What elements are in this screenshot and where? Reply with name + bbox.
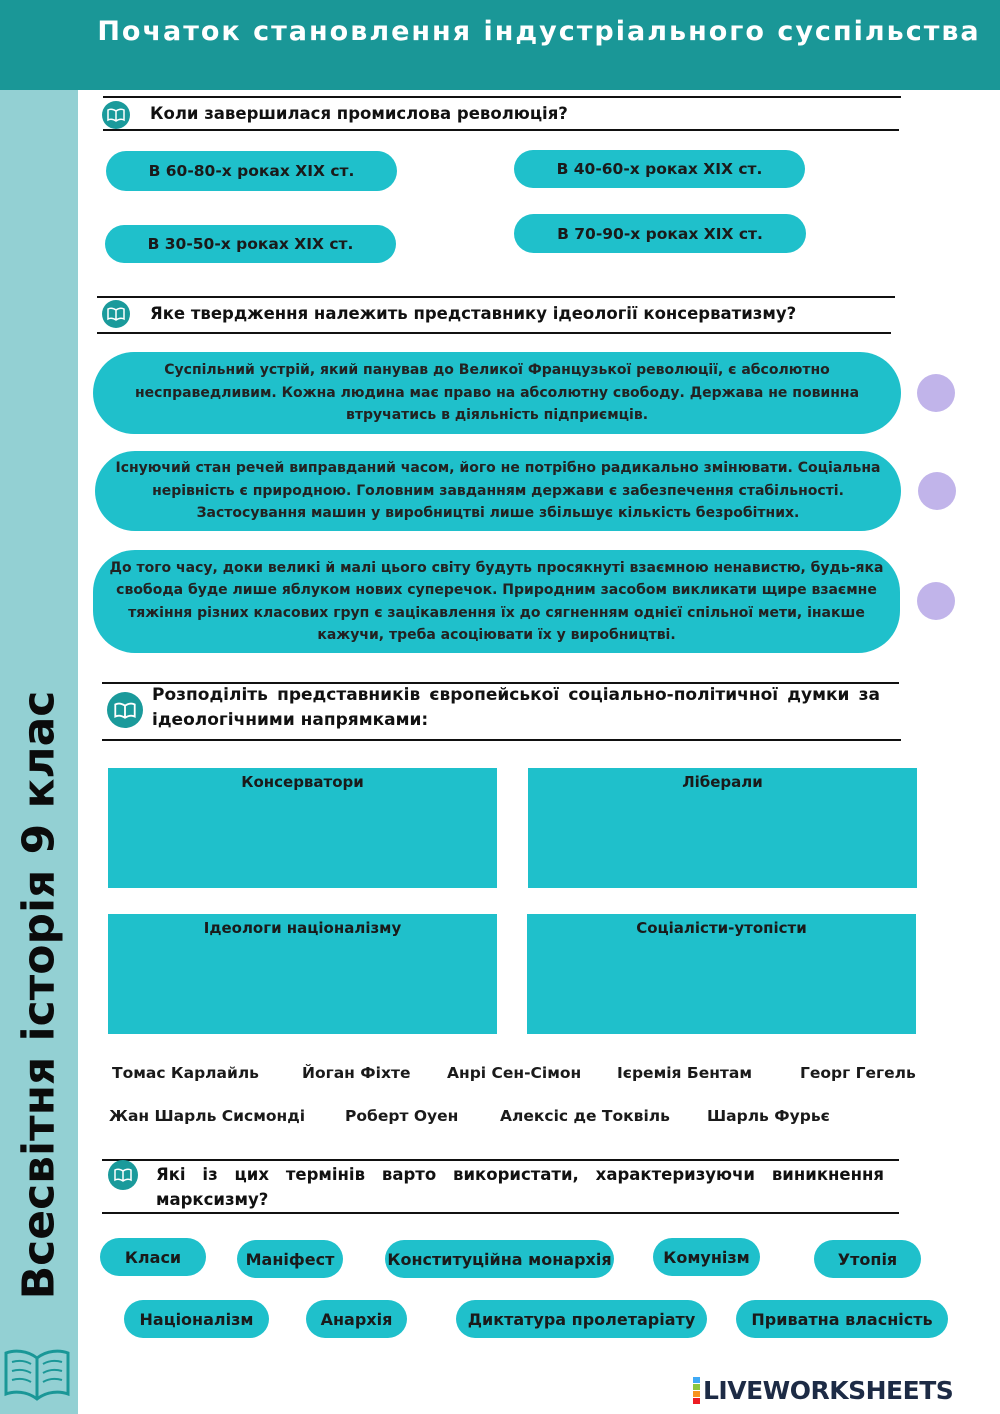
term-chip[interactable]: Анархія bbox=[306, 1300, 407, 1338]
draggable-name[interactable]: Жан Шарль Сисмонді bbox=[109, 1107, 306, 1125]
q2-answer-3-radio[interactable] bbox=[917, 582, 955, 620]
q2-answer-1: Суспільний устрій, який панував до Великої Французької революції, є абсолютно несправедливим. Кожна людина має право на абсолютну свободу. Держава не повинна втручатись в діяльність підприємців. bbox=[93, 352, 901, 434]
liveworksheets-logo bbox=[693, 1376, 953, 1405]
divider bbox=[97, 296, 895, 298]
term-chip[interactable]: Націоналізм bbox=[124, 1300, 269, 1338]
question-3-text: Розподіліть представників європейської соціально-політичної думки за ідеологічними напрямками: bbox=[152, 685, 880, 730]
sidebar-title: Всесвітня історія 9 клас bbox=[13, 690, 65, 1300]
question-1-text: Коли завершилася промислова революція? bbox=[150, 104, 568, 123]
drop-zone-nationalists[interactable] bbox=[108, 914, 497, 1034]
q2-answer-2: Існуючий стан речей виправданий часом, його не потрібно радикально змінювати. Соціальна нерівність є природною. Головним завданням держави є забезпечення стабільності. Застосування машин у виробництві лише збільшує кількість безробітних. bbox=[95, 451, 901, 531]
draggable-name[interactable]: Шарль Фурьє bbox=[707, 1107, 830, 1125]
open-book-icon bbox=[102, 300, 130, 328]
category-label: Ліберали bbox=[682, 773, 763, 791]
term-chip[interactable]: Диктатура пролетаріату bbox=[456, 1300, 707, 1338]
divider bbox=[102, 739, 901, 741]
open-book-icon bbox=[107, 692, 143, 728]
divider bbox=[103, 96, 901, 98]
page-title: Початок становлення індустріального суспільства bbox=[97, 16, 981, 47]
open-book-icon bbox=[102, 101, 130, 129]
q2-answer-1-radio[interactable] bbox=[917, 374, 955, 412]
open-book-icon bbox=[108, 1160, 138, 1190]
term-chip[interactable]: Приватна власність bbox=[736, 1300, 948, 1338]
drop-zone-utopian-socialists[interactable] bbox=[527, 914, 916, 1034]
q2-answer-2-radio[interactable] bbox=[918, 472, 956, 510]
category-label: Соціалісти-утопісти bbox=[636, 919, 807, 937]
divider bbox=[97, 332, 891, 334]
drop-zone-liberals[interactable] bbox=[528, 768, 917, 888]
header-banner bbox=[0, 0, 1000, 90]
term-chip[interactable]: Конституційна монархія bbox=[385, 1240, 614, 1278]
q1-option-1[interactable]: В 60-80-х роках ХІХ ст. bbox=[106, 151, 397, 191]
draggable-name[interactable]: Йоган Фіхте bbox=[302, 1064, 411, 1082]
divider bbox=[102, 1212, 899, 1214]
logo-mark-graphic bbox=[693, 1377, 700, 1404]
category-label: Ідеологи націоналізму bbox=[203, 919, 402, 937]
logo-text: LIVEWORKSHEETS bbox=[703, 1376, 954, 1405]
q1-option-2[interactable]: В 40-60-х роках ХІХ ст. bbox=[514, 150, 805, 188]
open-book-icon bbox=[2, 1344, 72, 1404]
term-chip[interactable]: Маніфест bbox=[237, 1240, 343, 1278]
q2-answer-3: До того часу, доки великі й малі цього світу будуть просякнуті взаємною ненавистю, будь-яка свобода буде лише яблуком нових суперечок. Природним засобом викликати щире взаємне тяжіння різних класових груп є зацікавлення їх до сягненням однієї спільної мети, інакше кажучи, треба асоціювати їх у виробництві. bbox=[93, 550, 900, 653]
draggable-name[interactable]: Роберт Оуен bbox=[345, 1107, 459, 1125]
term-chip[interactable]: Утопія bbox=[814, 1240, 921, 1278]
q1-option-4[interactable]: В 70-90-х роках ХІХ ст. bbox=[514, 214, 806, 253]
draggable-name[interactable]: Ієремія Бентам bbox=[617, 1064, 753, 1082]
draggable-name[interactable]: Томас Карлайль bbox=[112, 1064, 259, 1082]
term-chip[interactable]: Комунізм bbox=[653, 1238, 760, 1276]
drop-zone-conservatives[interactable] bbox=[108, 768, 497, 888]
divider bbox=[102, 1159, 899, 1161]
question-4-text: Які із цих термінів варто використати, характеризуючи виникнення марксизму? bbox=[156, 1165, 884, 1209]
term-chip[interactable]: Класи bbox=[100, 1238, 206, 1276]
question-2-text: Яке твердження належить представнику ідеології консерватизму? bbox=[150, 304, 797, 323]
category-label: Консерватори bbox=[241, 773, 364, 791]
divider bbox=[103, 129, 899, 131]
draggable-name[interactable]: Георг Гегель bbox=[800, 1064, 916, 1082]
q1-option-3[interactable]: В 30-50-х роках ХІХ ст. bbox=[105, 225, 396, 263]
sidebar bbox=[0, 0, 78, 1414]
draggable-name[interactable]: Алексіс де Токвіль bbox=[500, 1107, 670, 1125]
draggable-name[interactable]: Анрі Сен-Сімон bbox=[447, 1064, 582, 1082]
